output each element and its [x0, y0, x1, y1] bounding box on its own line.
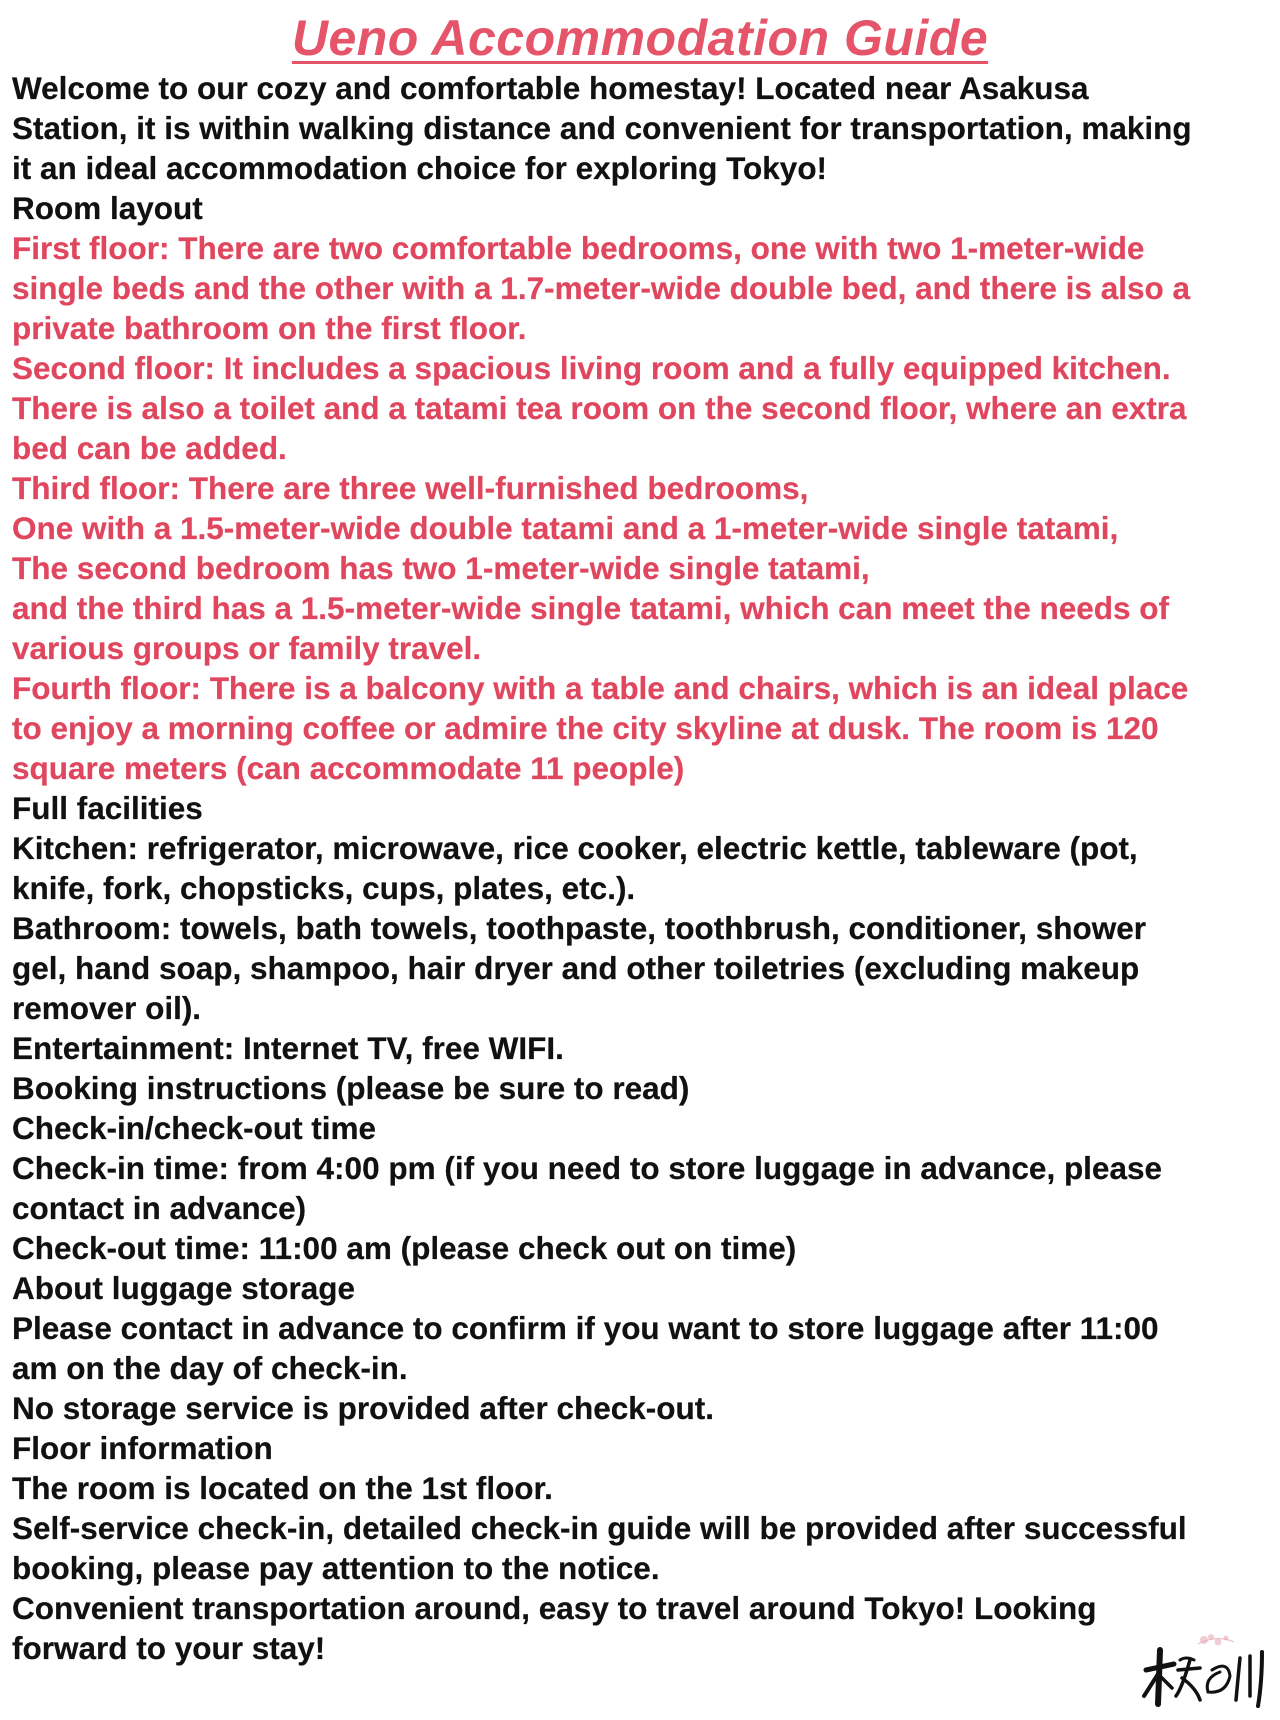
- third-floor-line-2: One with a 1.5-meter-wide double tatami and a 1-meter-wide single tatami,: [12, 510, 1119, 546]
- calligraphy-signature-logo: [1138, 1630, 1268, 1710]
- guide-body: [12, 68, 1274, 1668]
- closing-line-1: Convenient transportation around, easy to travel around Tokyo! Looking: [12, 1590, 1097, 1626]
- fourth-floor-line-2: to enjoy a morning coffee or admire the city skyline at dusk. The room is 120: [12, 710, 1159, 746]
- intro-line-1: Welcome to our cozy and comfortable homestay! Located near Asakusa: [12, 70, 1089, 106]
- floor-info-heading: Floor information: [12, 1430, 273, 1466]
- facilities-heading: Full facilities: [12, 790, 203, 826]
- second-floor-line-1: Second floor: It includes a spacious living room and a fully equipped kitchen.: [12, 350, 1171, 386]
- checkin-time-line-1: Check-in time: from 4:00 pm (if you need to store luggage in advance, please: [12, 1150, 1163, 1186]
- second-floor-line-3: bed can be added.: [12, 430, 287, 466]
- third-floor-line-5: various groups or family travel.: [12, 630, 482, 666]
- first-floor-line-3: private bathroom on the first floor.: [12, 310, 527, 346]
- entertainment-line: Entertainment: Internet TV, free WIFI.: [12, 1030, 564, 1066]
- third-floor-line-4: and the third has a 1.5-meter-wide single tatami, which can meet the needs of: [12, 590, 1170, 626]
- bathroom-line-3: remover oil).: [12, 990, 202, 1026]
- luggage-line-2: am on the day of check-in.: [12, 1350, 408, 1386]
- intro-line-2: Station, it is within walking distance and convenient for transportation, making: [12, 110, 1192, 146]
- blossom-decoration: [1200, 1634, 1229, 1646]
- third-floor-line-3: The second bedroom has two 1-meter-wide single tatami,: [12, 550, 870, 586]
- second-floor-line-2: There is also a toilet and a tatami tea room on the second floor, where an extra: [12, 390, 1187, 426]
- brush-strokes: [1144, 1650, 1262, 1706]
- checkin-checkout-heading: Check-in/check-out time: [12, 1110, 377, 1146]
- floor-info-line: The room is located on the 1st floor.: [12, 1470, 553, 1506]
- kitchen-line-2: knife, fork, chopsticks, cups, plates, etc.).: [12, 870, 636, 906]
- booking-heading: Booking instructions (please be sure to read): [12, 1070, 690, 1106]
- bathroom-line-2: gel, hand soap, shampoo, hair dryer and other toiletries (excluding makeup: [12, 950, 1140, 986]
- page-title: Ueno Accommodation Guide: [291, 10, 989, 66]
- luggage-line-1: Please contact in advance to confirm if you want to store luggage after 11:00: [12, 1310, 1159, 1346]
- luggage-heading: About luggage storage: [12, 1270, 356, 1306]
- checkin-time-line-2: contact in advance): [12, 1190, 307, 1226]
- first-floor-line-2: single beds and the other with a 1.7-meter-wide double bed, and there is also a: [12, 270, 1190, 306]
- luggage-line-3: No storage service is provided after check-out.: [12, 1390, 714, 1426]
- checkout-time-line: Check-out time: 11:00 am (please check out on time): [12, 1230, 797, 1266]
- first-floor-line-1: First floor: There are two comfortable bedrooms, one with two 1-meter-wide: [12, 230, 1145, 266]
- room-layout-heading: Room layout: [12, 190, 203, 226]
- self-checkin-line-2: booking, please pay attention to the notice.: [12, 1550, 660, 1586]
- kitchen-line-1: Kitchen: refrigerator, microwave, rice cooker, electric kettle, tableware (pot,: [12, 830, 1138, 866]
- fourth-floor-line-1: Fourth floor: There is a balcony with a table and chairs, which is an ideal place: [12, 670, 1189, 706]
- self-checkin-line-1: Self-service check-in, detailed check-in guide will be provided after successful: [12, 1510, 1187, 1546]
- intro-line-3: it an ideal accommodation choice for exploring Tokyo!: [12, 150, 828, 186]
- fourth-floor-line-3: square meters (can accommodate 11 people): [12, 750, 685, 786]
- bathroom-line-1: Bathroom: towels, bath towels, toothpaste, toothbrush, conditioner, shower: [12, 910, 1147, 946]
- third-floor-line-1: Third floor: There are three well-furnished bedrooms,: [12, 470, 809, 506]
- closing-line-2: forward to your stay!: [12, 1630, 326, 1666]
